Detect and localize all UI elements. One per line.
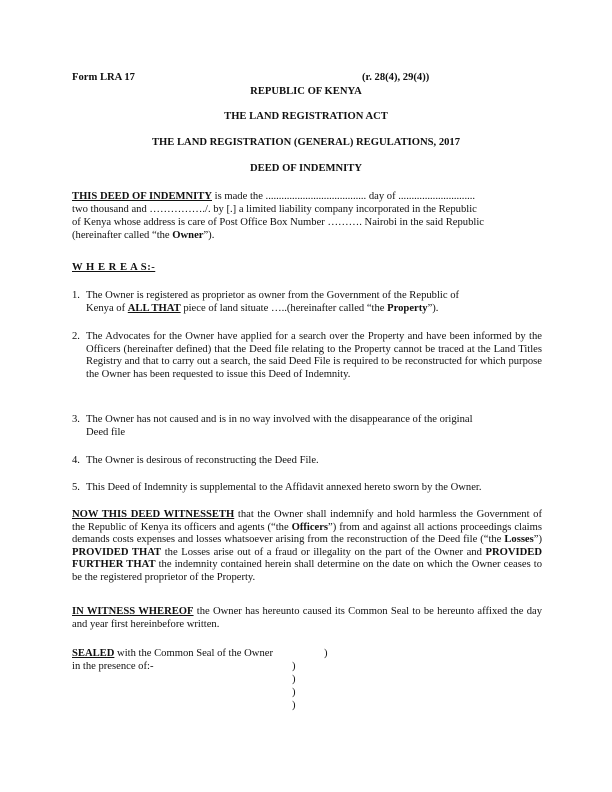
provided-further-term: PROVIDED FURTHER THAT bbox=[72, 546, 542, 571]
recital-2: The Advocates for the Owner have applied for a search over the Property and have been informed by the Officers (hereinafter defined) that the Deed file relating to the Property cannot be traced at the Land Titles Registry and that to carry out a search, the said Deed File is required to be reconstructed for which purpose the Owner has been requested to issue this Deed of Indemnity. bbox=[86, 331, 542, 380]
recital-4: The Owner is desirous of reconstructing the Deed File. bbox=[86, 455, 319, 466]
recital-1-pre: Kenya of bbox=[86, 302, 128, 314]
sealed-bracket-4: ) bbox=[292, 687, 296, 698]
recital-1-mid: piece of land situate …..(hereinafter called “the bbox=[180, 302, 388, 314]
intro-line-3: of Kenya whose address is care of Post Office Box Number ………. Nairobi in the said Republic bbox=[72, 217, 484, 228]
intro-lead: THIS DEED OF INDEMNITY bbox=[72, 191, 212, 202]
form-label: Form LRA 17 bbox=[72, 72, 135, 83]
sealed-line-1-rest: with the Common Seal of the Owner bbox=[114, 648, 273, 659]
witnesseth-text-4: the Losses arise out of a fraud or illegality on the part of the Owner and bbox=[161, 546, 486, 558]
witnesseth-lead: NOW THIS DEED WITNESSETH bbox=[72, 509, 235, 520]
witnesseth-text-1: that the Owner shall indemnify and hold harmless the Government of the Republic of Kenya its officers and agents (“the bbox=[72, 509, 542, 533]
sealed-bracket-5: ) bbox=[292, 700, 296, 711]
recital-3 bbox=[86, 414, 542, 439]
whereas-heading: W H E R E A S:- bbox=[72, 262, 156, 273]
witnesseth-text-3: ”) bbox=[533, 534, 542, 546]
rule-reference: (r. 28(4), 29(4)) bbox=[362, 72, 430, 83]
deed-title: DEED OF INDEMNITY bbox=[249, 163, 363, 174]
owner-term: Owner bbox=[172, 230, 204, 241]
republic-heading: REPUBLIC OF KENYA bbox=[250, 86, 362, 97]
recital-1-line-2 bbox=[86, 303, 542, 316]
witnesseth-paragraph bbox=[72, 509, 542, 585]
recital-3-number: 3. bbox=[72, 414, 80, 425]
witness-whereof-lead: IN WITNESS WHEREOF bbox=[72, 606, 194, 617]
witnesseth-text-5: the indemnity contained herein shall determine on the date on which the Owner ceases to be the registered proprietor of the Property. bbox=[72, 559, 542, 583]
all-that-term: ALL THAT bbox=[127, 302, 181, 314]
recital-1 bbox=[86, 290, 542, 315]
recital-4-number: 4. bbox=[72, 455, 80, 466]
recital-2-number: 2. bbox=[72, 331, 80, 342]
intro-line-4-post: ”). bbox=[203, 230, 215, 241]
property-term: Property bbox=[387, 302, 428, 314]
sealed-bracket-2: ) bbox=[292, 661, 296, 672]
witnesseth-text-2: ”) from and against all actions proceedings claims demands costs expenses and losses whatsoever arising from the reconstruction of the Deed file (“the bbox=[72, 521, 542, 546]
provided-that-term: PROVIDED THAT bbox=[72, 546, 162, 558]
sealed-line-1 bbox=[72, 648, 273, 661]
officers-term: Officers bbox=[291, 521, 329, 533]
sealed-bracket-1: ) bbox=[324, 648, 328, 659]
witness-whereof-text: the Owner has hereunto caused its Common Seal to be hereunto affixed the day and year first hereinbefore written. bbox=[72, 606, 543, 630]
recital-5-number: 5. bbox=[72, 482, 80, 493]
sealed-line-2: in the presence of:- bbox=[72, 661, 154, 672]
regulations-heading: THE LAND REGISTRATION (GENERAL) REGULATIONS, 2017 bbox=[151, 137, 461, 148]
intro-paragraph bbox=[72, 191, 542, 243]
intro-line-1-rest: is made the ...................................... day of ............................. bbox=[212, 191, 476, 202]
sealed-bracket-3: ) bbox=[292, 674, 296, 685]
losses-term: Losses bbox=[504, 534, 534, 546]
recital-3-line-1: The Owner has not caused and is in no way involved with the disappearance of the original bbox=[86, 414, 473, 425]
intro-line-4-pre: (hereinafter called “the bbox=[72, 230, 173, 241]
sealed-lead: SEALED bbox=[72, 648, 115, 659]
intro-line-1 bbox=[72, 191, 542, 204]
recital-1-post: ”). bbox=[427, 302, 439, 314]
act-heading: THE LAND REGISTRATION ACT bbox=[224, 111, 388, 122]
recital-1-number: 1. bbox=[72, 290, 80, 301]
intro-line-2: two thousand and ……………./. by [.] a limited liability company incorporated in the Republic bbox=[72, 204, 477, 215]
intro-line-4 bbox=[72, 230, 542, 243]
recital-1-line-1: The Owner is registered as proprietor as owner from the Government of the Republic of bbox=[86, 290, 460, 301]
recital-5: This Deed of Indemnity is supplemental to the Affidavit annexed hereto sworn by the Owner. bbox=[86, 482, 482, 493]
recital-3-line-2: Deed file bbox=[86, 426, 126, 438]
witness-whereof-paragraph bbox=[72, 606, 542, 631]
